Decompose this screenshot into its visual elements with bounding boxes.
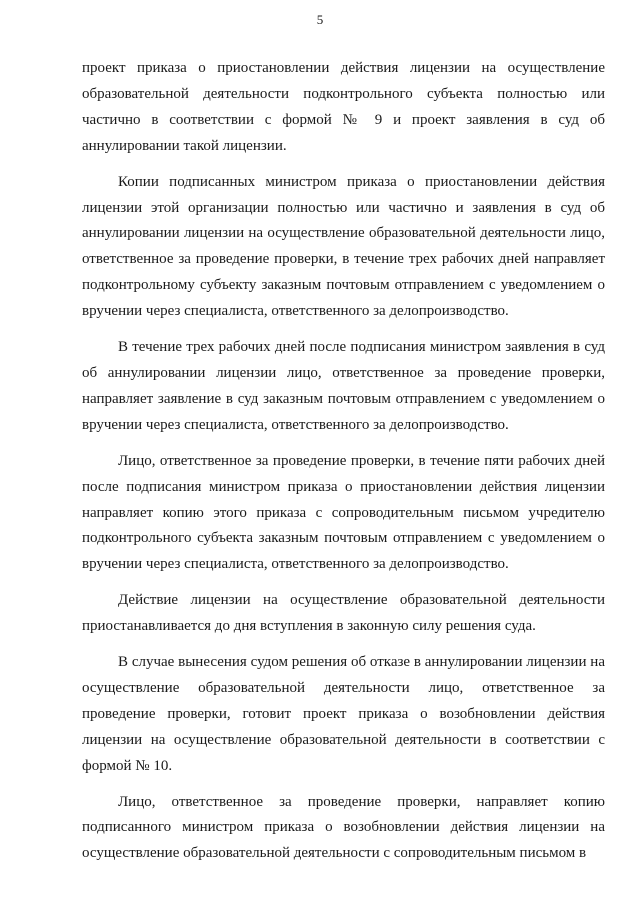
paragraph-1: проект приказа о приостановлении действия лицензии на осуществление образовательной деятельности подконтрольного субъекта полностью или частично в соответствии с формой № 9 и проект заявления в суд об аннулировании такой лицензии.	[82, 60, 605, 154]
paragraph-4: Лицо, ответственное за проведение проверки, в течение пяти рабочих дней после подписания министром приказа о приостановлении действия лицензии направляет копию этого приказа с сопроводительным письмом учредителю подконтрольного субъекта заказным почтовым отправлением с уведомлением о вручении через специалиста, ответственного за делопроизводство.	[82, 452, 605, 573]
paragraph-7: Лицо, ответственное за проведение проверки, направляет копию подписанного министром приказа о возобновлении действия лицензии на осуществление образовательной деятельности с сопроводительным письмом в	[82, 793, 605, 862]
page-number: 5	[316, 12, 324, 27]
paragraph-3: В течение трех рабочих дней после подписания министром заявления в суд об аннулировании лицензии лицо, ответственное за проведение проверки, направляет заявление в суд заказным почтовым отправлением с уведомлением о вручении через специалиста, ответственного за делопроизводство.	[82, 339, 605, 433]
paragraph-6: В случае вынесения судом решения об отказе в аннулировании лицензии на осуществление образовательной деятельности лицо, ответственное за проведение проверки, готовит проект приказа о возобновлении действия лицензии на осуществление образовательной деятельности в соответствии с формой № 10.	[82, 654, 605, 774]
document-body	[82, 56, 605, 867]
paragraph-2: Копии подписанных министром приказа о приостановлении действия лицензии этой организации полностью или частично и заявления в суд об аннулировании лицензии на осуществление образовательной деятельности лицо, ответственное за проведение проверки, в течение трех рабочих дней направляет подконтрольному субъекту заказным почтовым отправлением с уведомлением о вручении через специалиста, ответственного за делопроизводство.	[82, 173, 605, 320]
paragraph-5: Действие лицензии на осуществление образовательной деятельности приостанавливается до дня вступления в законную силу решения суда.	[82, 592, 605, 635]
